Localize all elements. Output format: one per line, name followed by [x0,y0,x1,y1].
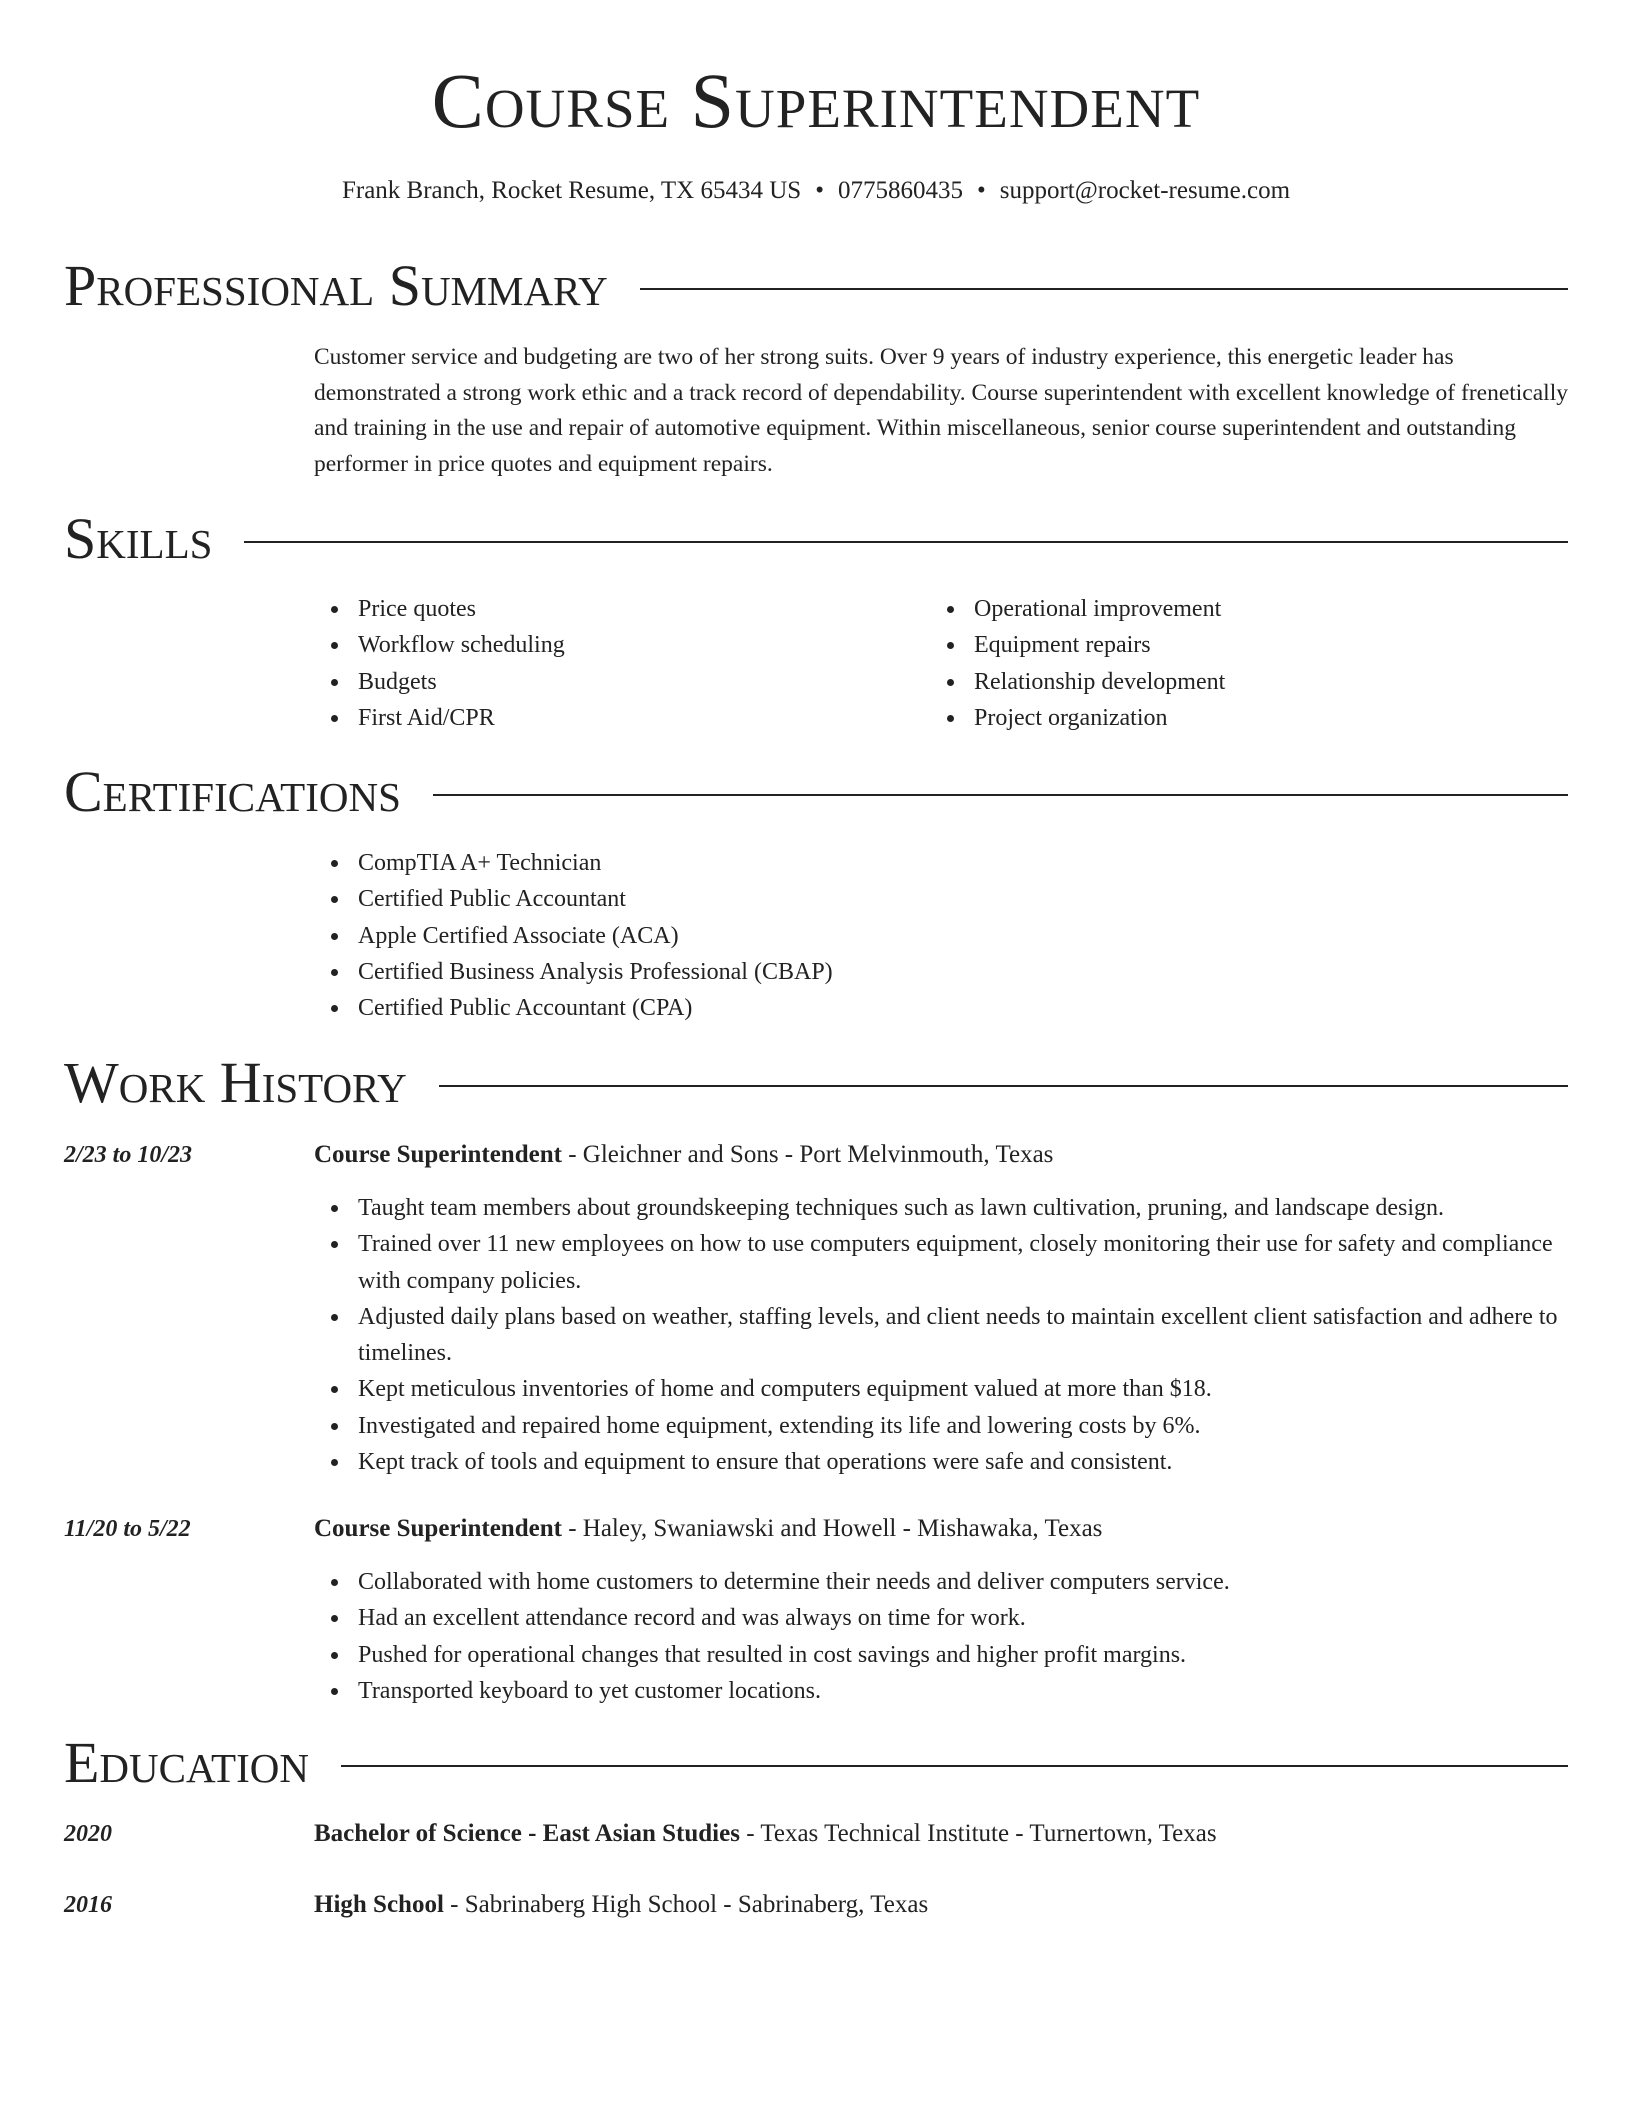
job-dates: 11/20 to 5/22 [64,1516,191,1542]
section-header-certifications [64,759,1568,824]
job-title: Course Superintendent [314,1141,562,1168]
education-heading [314,1819,1217,1849]
section-header-work-history [64,1050,1568,1115]
section-divider [640,288,1568,290]
section-title-skills: Skills [64,506,213,571]
job-employer: - Gleichner and Sons - Port Melvinmouth, Texas [561,1141,1054,1168]
contact-phone: 0775860435 [837,177,963,204]
section-title-education: Education [64,1730,309,1795]
skill-item: Equipment repairs [930,627,1570,663]
summary-text: Customer service and budgeting are two of her strong suits. Over 9 years of industry experience, this energetic leader has demonstrated a strong work ethic and a track record of dependability. Course superintendent with excellent knowledge of frenetically and training in the use and repair of automotive equipment. Within miscellaneous, senior course superintendent and outstanding performer in price quotes and equipment repairs. [314,344,1568,478]
job-duty-item: Investigated and repaired home equipment, extending its life and lowering costs by 6%. [314,1408,1572,1444]
skill-item: Project organization [930,700,1570,736]
education-degree: High School [314,1891,444,1918]
job-duty-item: Had an excellent attendance record and was always on time for work. [314,1600,1572,1636]
section-title-work-history: Work History [64,1050,407,1115]
contact-separator: • [815,177,824,204]
job-duty-item: Pushed for operational changes that resulted in cost savings and higher profit margins. [314,1637,1572,1673]
section-title-certifications: Certifications [64,759,401,824]
section-header-summary [64,253,1568,318]
section-divider [439,1085,1568,1087]
skill-item: Workflow scheduling [314,627,914,663]
job-dates: 2/23 to 10/23 [64,1142,193,1168]
education-year: 2016 [64,1892,112,1918]
certification-item: Certified Public Accountant (CPA) [314,990,1514,1026]
contact-separator: • [976,177,986,204]
contact-address: Frank Branch, Rocket Resume, TX 65434 US [341,177,802,204]
section-divider [433,794,1568,796]
education-heading [314,1890,928,1920]
skills-list-right [930,591,1570,736]
skill-item: Relationship development [930,664,1570,700]
certifications-list [314,845,1514,1026]
section-divider [244,541,1568,543]
certification-item: Certified Public Accountant [314,881,1514,917]
job-duties-list [314,1190,1572,1480]
skill-item: Budgets [314,664,914,700]
skill-item: First Aid/CPR [314,700,914,736]
job-employer: - Haley, Swaniawski and Howell - Mishawaka, Texas [561,1515,1103,1542]
education-year: 2020 [64,1821,112,1847]
job-duty-item: Kept track of tools and equipment to ensure that operations were safe and consistent. [314,1444,1572,1480]
resume-title: Course Superintendent [431,57,1201,144]
job-duties-list [314,1564,1572,1709]
section-header-skills [64,506,1568,571]
education-degree: Bachelor of Science - East Asian Studies [314,1820,740,1847]
section-divider [341,1765,1568,1767]
job-heading [314,1514,1102,1544]
job-title: Course Superintendent [314,1515,562,1542]
certification-item: Certified Business Analysis Professional (CBAP) [314,954,1514,990]
job-duty-item: Adjusted daily plans based on weather, staffing levels, and client needs to maintain excellent client satisfaction and adhere to timelines. [314,1299,1572,1372]
skill-item: Operational improvement [930,591,1570,627]
contact-line [0,176,1632,206]
job-duty-item: Trained over 11 new employees on how to use computers equipment, closely monitoring their use for safety and compliance with company policies. [314,1226,1572,1299]
job-duty-item: Transported keyboard to yet customer locations. [314,1673,1572,1709]
section-header-education [64,1730,1568,1795]
job-heading [314,1140,1053,1170]
skill-item: Price quotes [314,591,914,627]
certification-item: Apple Certified Associate (ACA) [314,918,1514,954]
skills-list-left [314,591,914,736]
certification-item: CompTIA A+ Technician [314,845,1514,881]
education-school: - Sabrinaberg High School - Sabrinaberg, Texas [443,1891,929,1918]
section-title-summary: Professional Summary [64,253,608,318]
job-duty-item: Collaborated with home customers to determine their needs and deliver computers service. [314,1564,1572,1600]
job-duty-item: Kept meticulous inventories of home and computers equipment valued at more than $18. [314,1371,1572,1407]
job-duty-item: Taught team members about groundskeeping techniques such as lawn cultivation, pruning, and landscape design. [314,1190,1572,1226]
education-school: - Texas Technical Institute - Turnertown, Texas [739,1820,1217,1847]
contact-email: support@rocket-resume.com [999,177,1291,204]
